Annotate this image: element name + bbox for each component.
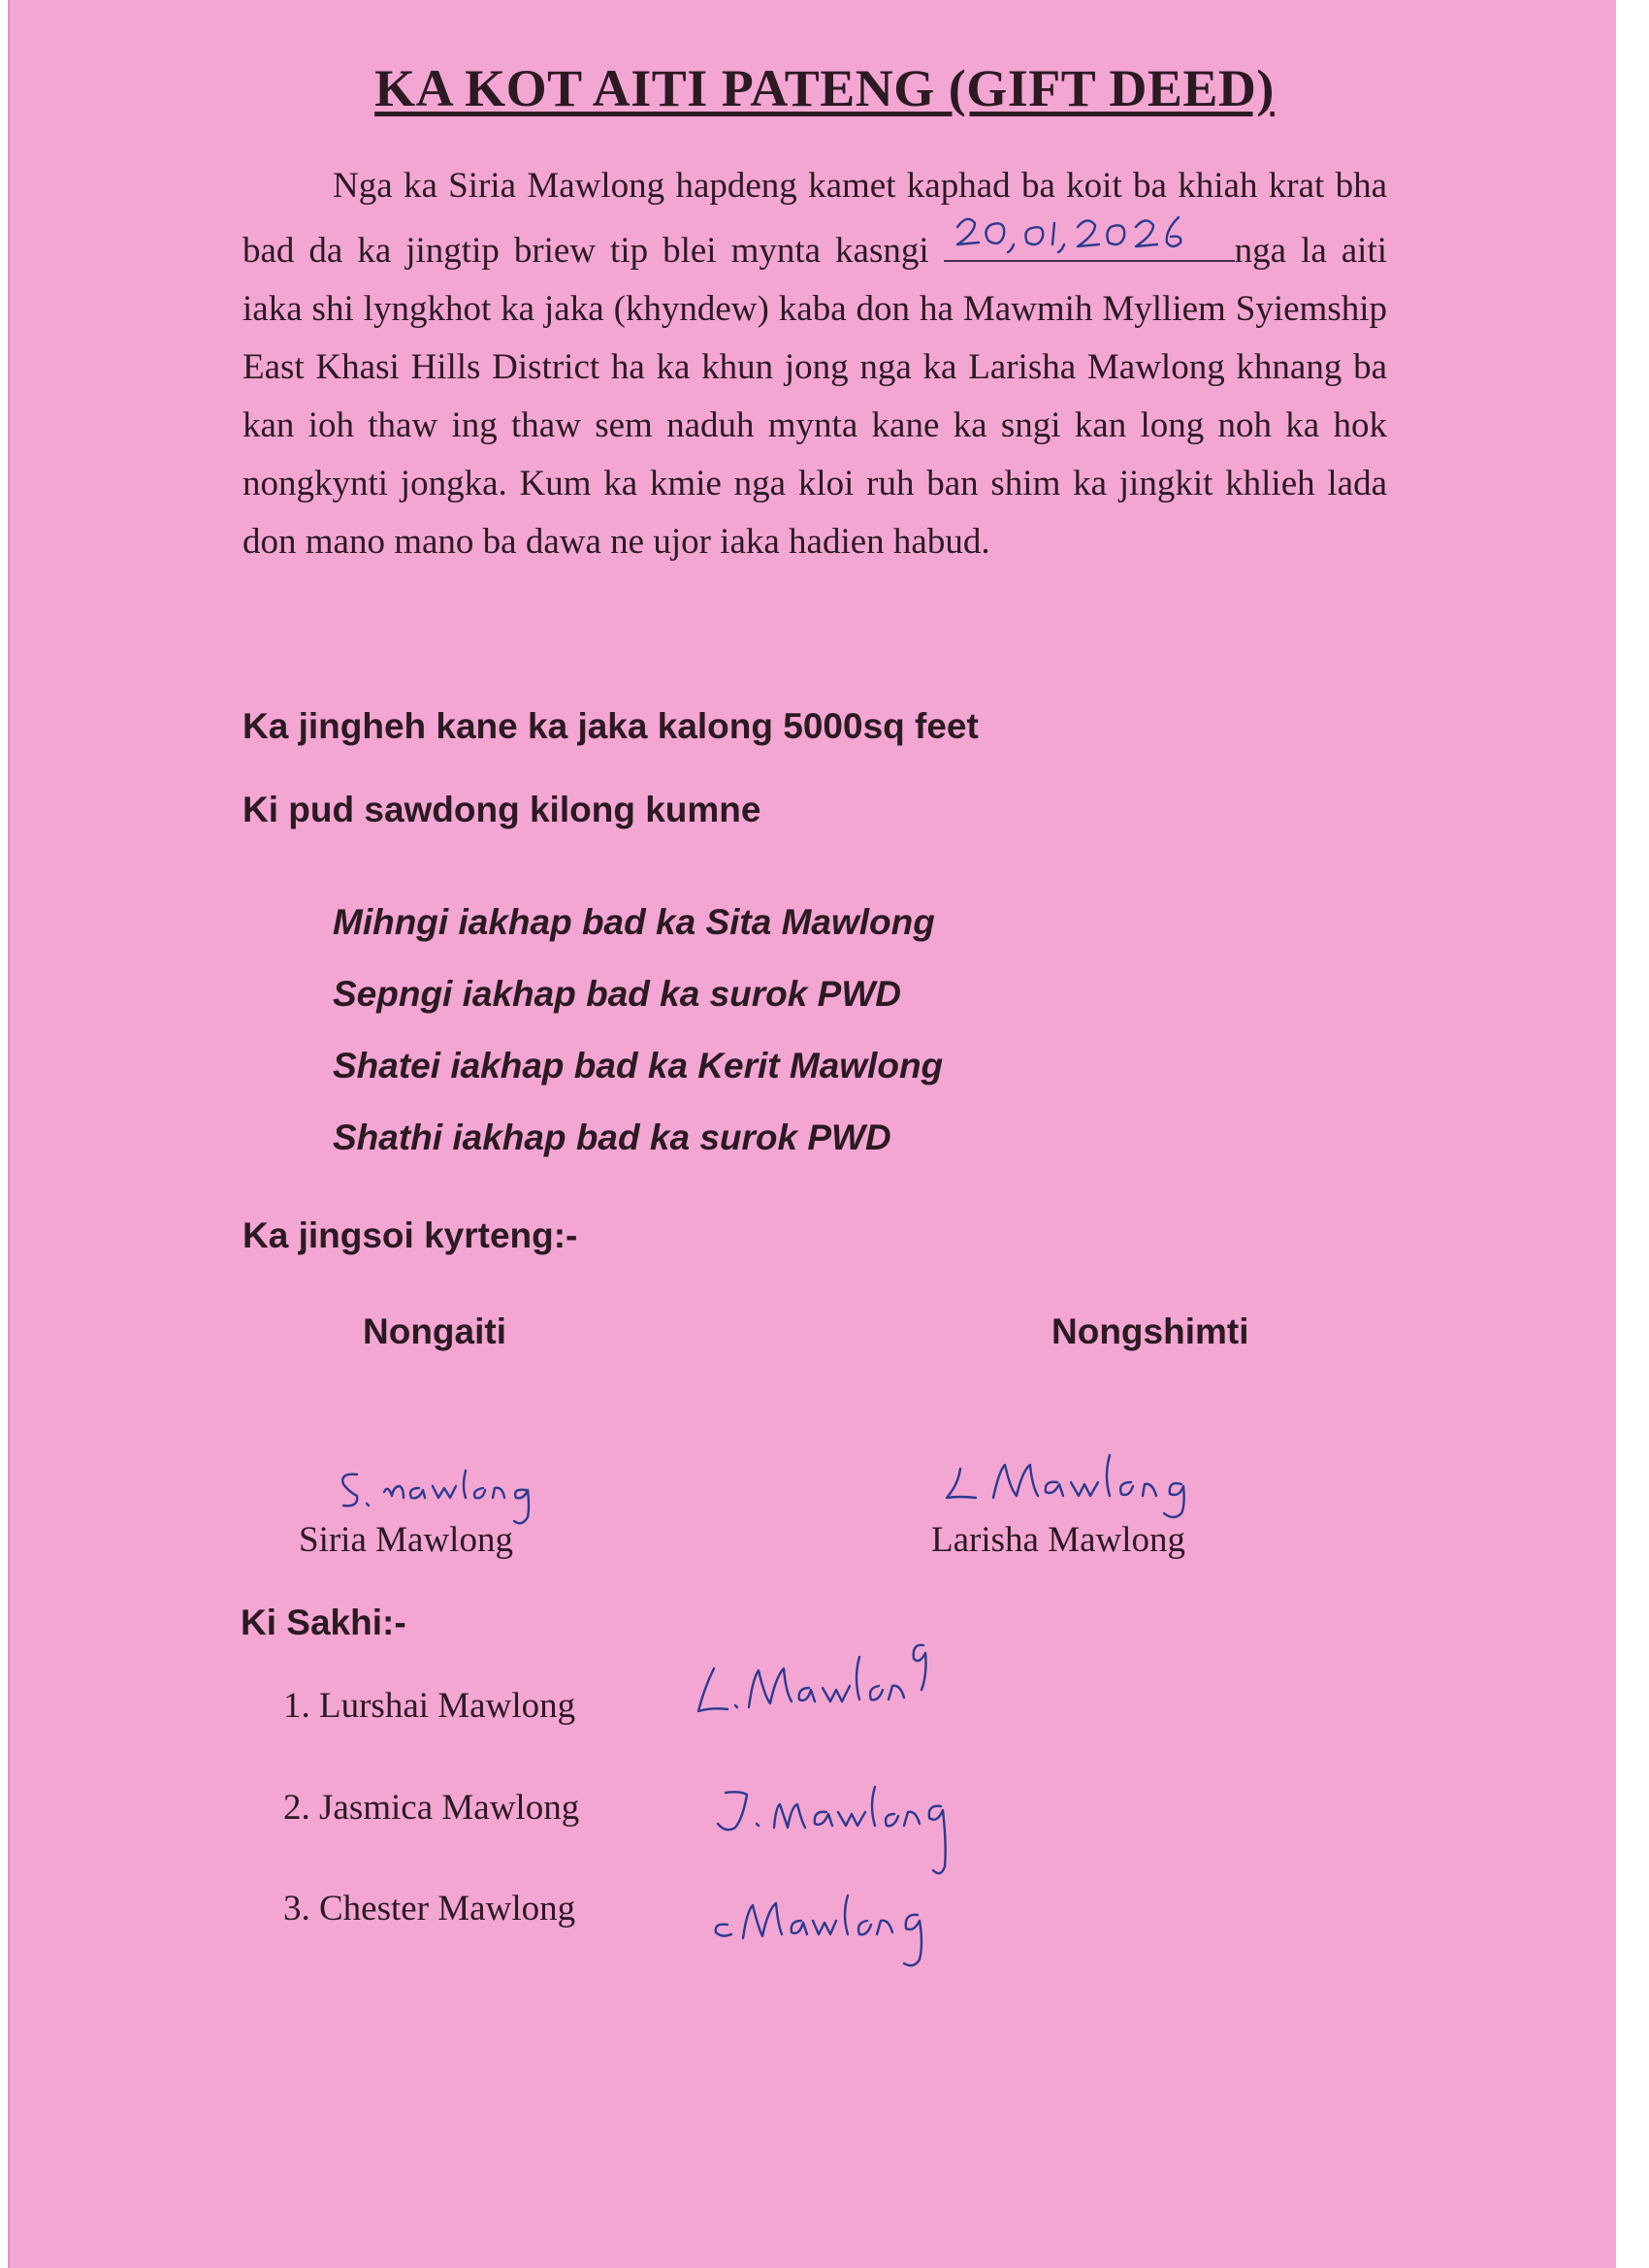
witness-1-signature <box>689 1630 931 1727</box>
boundary-north: Shatei iakhap bad ka Kerit Mawlong <box>333 1046 944 1085</box>
boundary-west: Sepngi iakhap bad ka surok PWD <box>333 974 901 1014</box>
deed-paragraph <box>242 157 1387 571</box>
deed-text-after-date: nga la aiti iaka shi lyngkhot ka jaka (khyndew) kaba don ha Mawmih Mylliem Syiemship East Khasi Hills District ha ka khun jong nga ka Larisha Mawlong khnang ba kan ioh thaw ing thaw sem naduh mynta kane ka sngi kan long noh ka hok nongkynti jongka. Kum ka kmie nga kloi ruh ban shim ka jingkit khlieh lada don mano mano ba dawa ne ujor iaka hadien habud. <box>242 231 1388 562</box>
recipient-name: Larisha Mawlong <box>931 1520 1186 1560</box>
handwritten-date-ink <box>950 206 1231 264</box>
witness-heading: Ki Sakhi:- <box>241 1603 406 1642</box>
document-title: KA KOT AITI PATENG (GIFT DEED) <box>374 59 1275 117</box>
donor-label: Nongaiti <box>363 1312 506 1351</box>
boundary-south: Shathi iakhap bad ka surok PWD <box>333 1118 891 1157</box>
boundary-heading: Ki pud sawdong kilong kumne <box>242 790 761 829</box>
signature-heading: Ka jingsoi kyrteng:- <box>242 1215 578 1255</box>
donor-name: Siria Mawlong <box>299 1520 513 1560</box>
deed-text-before-date: Nga ka Siria Mawlong hapdeng kamet kaphad ba koit ba khiah krat bha bad da ka jingtip briew tip blei mynta kasngi <box>242 166 1387 271</box>
witness-1: 1. Lurshai Mawlong <box>283 1686 576 1726</box>
witness-3-signature <box>704 1892 956 1979</box>
handwritten-date <box>944 215 1235 262</box>
witness-2-signature <box>708 1777 980 1894</box>
witness-2: 2. Jasmica Mawlong <box>283 1788 580 1828</box>
area-line: Ka jingheh kane ka jaka kalong 5000sq feet <box>242 706 979 746</box>
recipient-label: Nongshimti <box>1051 1312 1249 1351</box>
boundary-east: Mihngi iakhap bad ka Sita Mawlong <box>333 902 935 942</box>
witness-3: 3. Chester Mawlong <box>283 1889 576 1928</box>
recipient-signature <box>937 1451 1199 1529</box>
